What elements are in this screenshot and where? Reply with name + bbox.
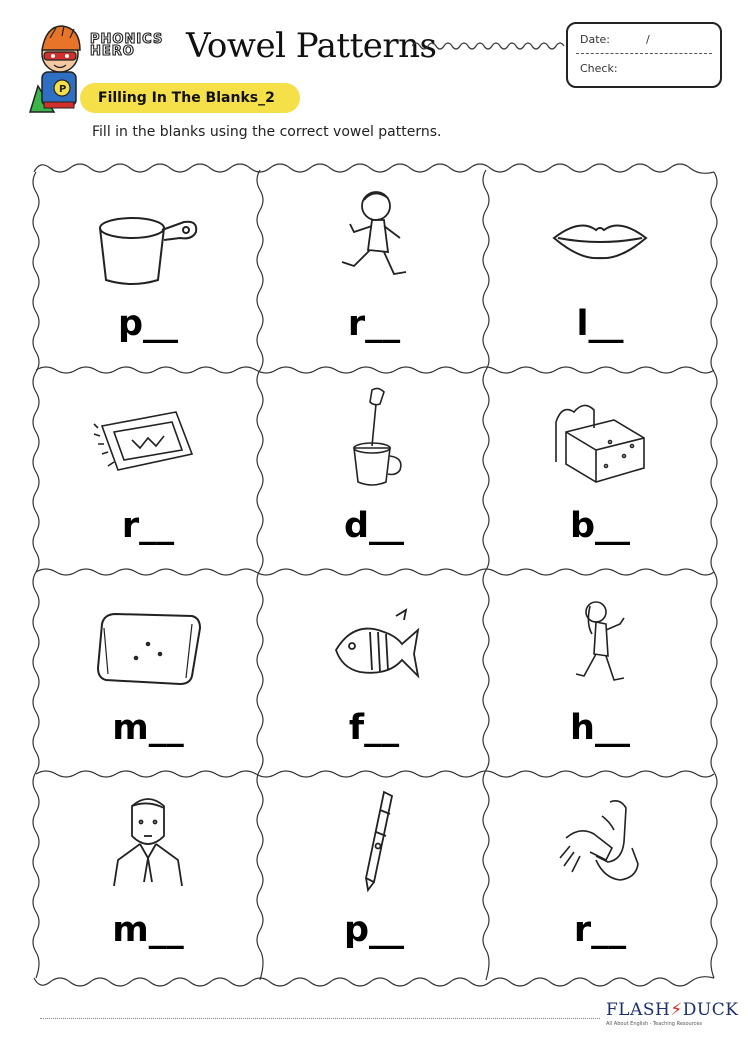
instructions: Fill in the blanks using the correct vowel patterns. bbox=[92, 124, 442, 140]
word-blank: m__ bbox=[112, 708, 184, 748]
wavy-divider bbox=[412, 40, 568, 52]
fish-icon bbox=[314, 584, 434, 694]
bed-icon bbox=[540, 382, 660, 492]
word-blank: f__ bbox=[348, 708, 400, 748]
word-blank: r__ bbox=[121, 506, 175, 546]
rubbing-hands-icon bbox=[540, 786, 660, 896]
footer-rule bbox=[40, 1018, 600, 1019]
lips-icon bbox=[540, 180, 660, 290]
svg-text:P: P bbox=[59, 84, 67, 95]
brand-logo bbox=[90, 34, 163, 58]
date-check-box bbox=[566, 22, 722, 88]
word-card bbox=[36, 370, 260, 572]
date-label: Date: bbox=[580, 33, 610, 46]
page-title: Vowel Patterns bbox=[186, 26, 437, 66]
word-blank: m__ bbox=[112, 910, 184, 950]
logo-part1: FLASH bbox=[606, 1000, 671, 1020]
dipping-tea-icon bbox=[314, 382, 434, 492]
word-card bbox=[488, 168, 712, 370]
running-boy-icon bbox=[314, 180, 434, 290]
logo-part2: DUCK bbox=[682, 1000, 739, 1020]
word-card bbox=[262, 168, 486, 370]
word-blank: b__ bbox=[569, 506, 631, 546]
word-card bbox=[262, 370, 486, 572]
word-card bbox=[36, 168, 260, 370]
word-card bbox=[488, 774, 712, 976]
word-blank: r__ bbox=[573, 910, 627, 950]
word-card bbox=[262, 572, 486, 774]
mat-icon bbox=[88, 584, 208, 694]
logo-bolt-icon: ⚡ bbox=[670, 1000, 683, 1020]
word-card bbox=[36, 774, 260, 976]
check-label: Check: bbox=[580, 62, 618, 75]
word-blank: d__ bbox=[343, 506, 405, 546]
worksheet-subtitle: Filling In The Blanks_2 bbox=[98, 90, 275, 106]
word-blank: h__ bbox=[570, 708, 630, 748]
word-card bbox=[488, 370, 712, 572]
worksheet-grid bbox=[30, 160, 720, 990]
man-icon bbox=[88, 786, 208, 896]
pot-icon bbox=[88, 180, 208, 290]
flashduck-logo bbox=[606, 1000, 738, 1020]
date-divider bbox=[576, 53, 712, 54]
logo-tagline: All About English · Teaching Resources bbox=[606, 1021, 703, 1027]
brand-line1: PHONICS bbox=[90, 32, 164, 47]
word-blank: r__ bbox=[347, 304, 401, 344]
rug-icon bbox=[88, 382, 208, 492]
word-card bbox=[488, 572, 712, 774]
word-blank: p__ bbox=[117, 304, 179, 344]
hurrying-girl-icon bbox=[540, 584, 660, 694]
brand-line2: HERO bbox=[90, 44, 135, 59]
word-blank: p__ bbox=[343, 910, 405, 950]
pen-icon bbox=[314, 786, 434, 896]
word-blank: l__ bbox=[576, 304, 624, 344]
word-card bbox=[262, 774, 486, 976]
date-separator: / bbox=[646, 33, 650, 46]
word-card bbox=[36, 572, 260, 774]
